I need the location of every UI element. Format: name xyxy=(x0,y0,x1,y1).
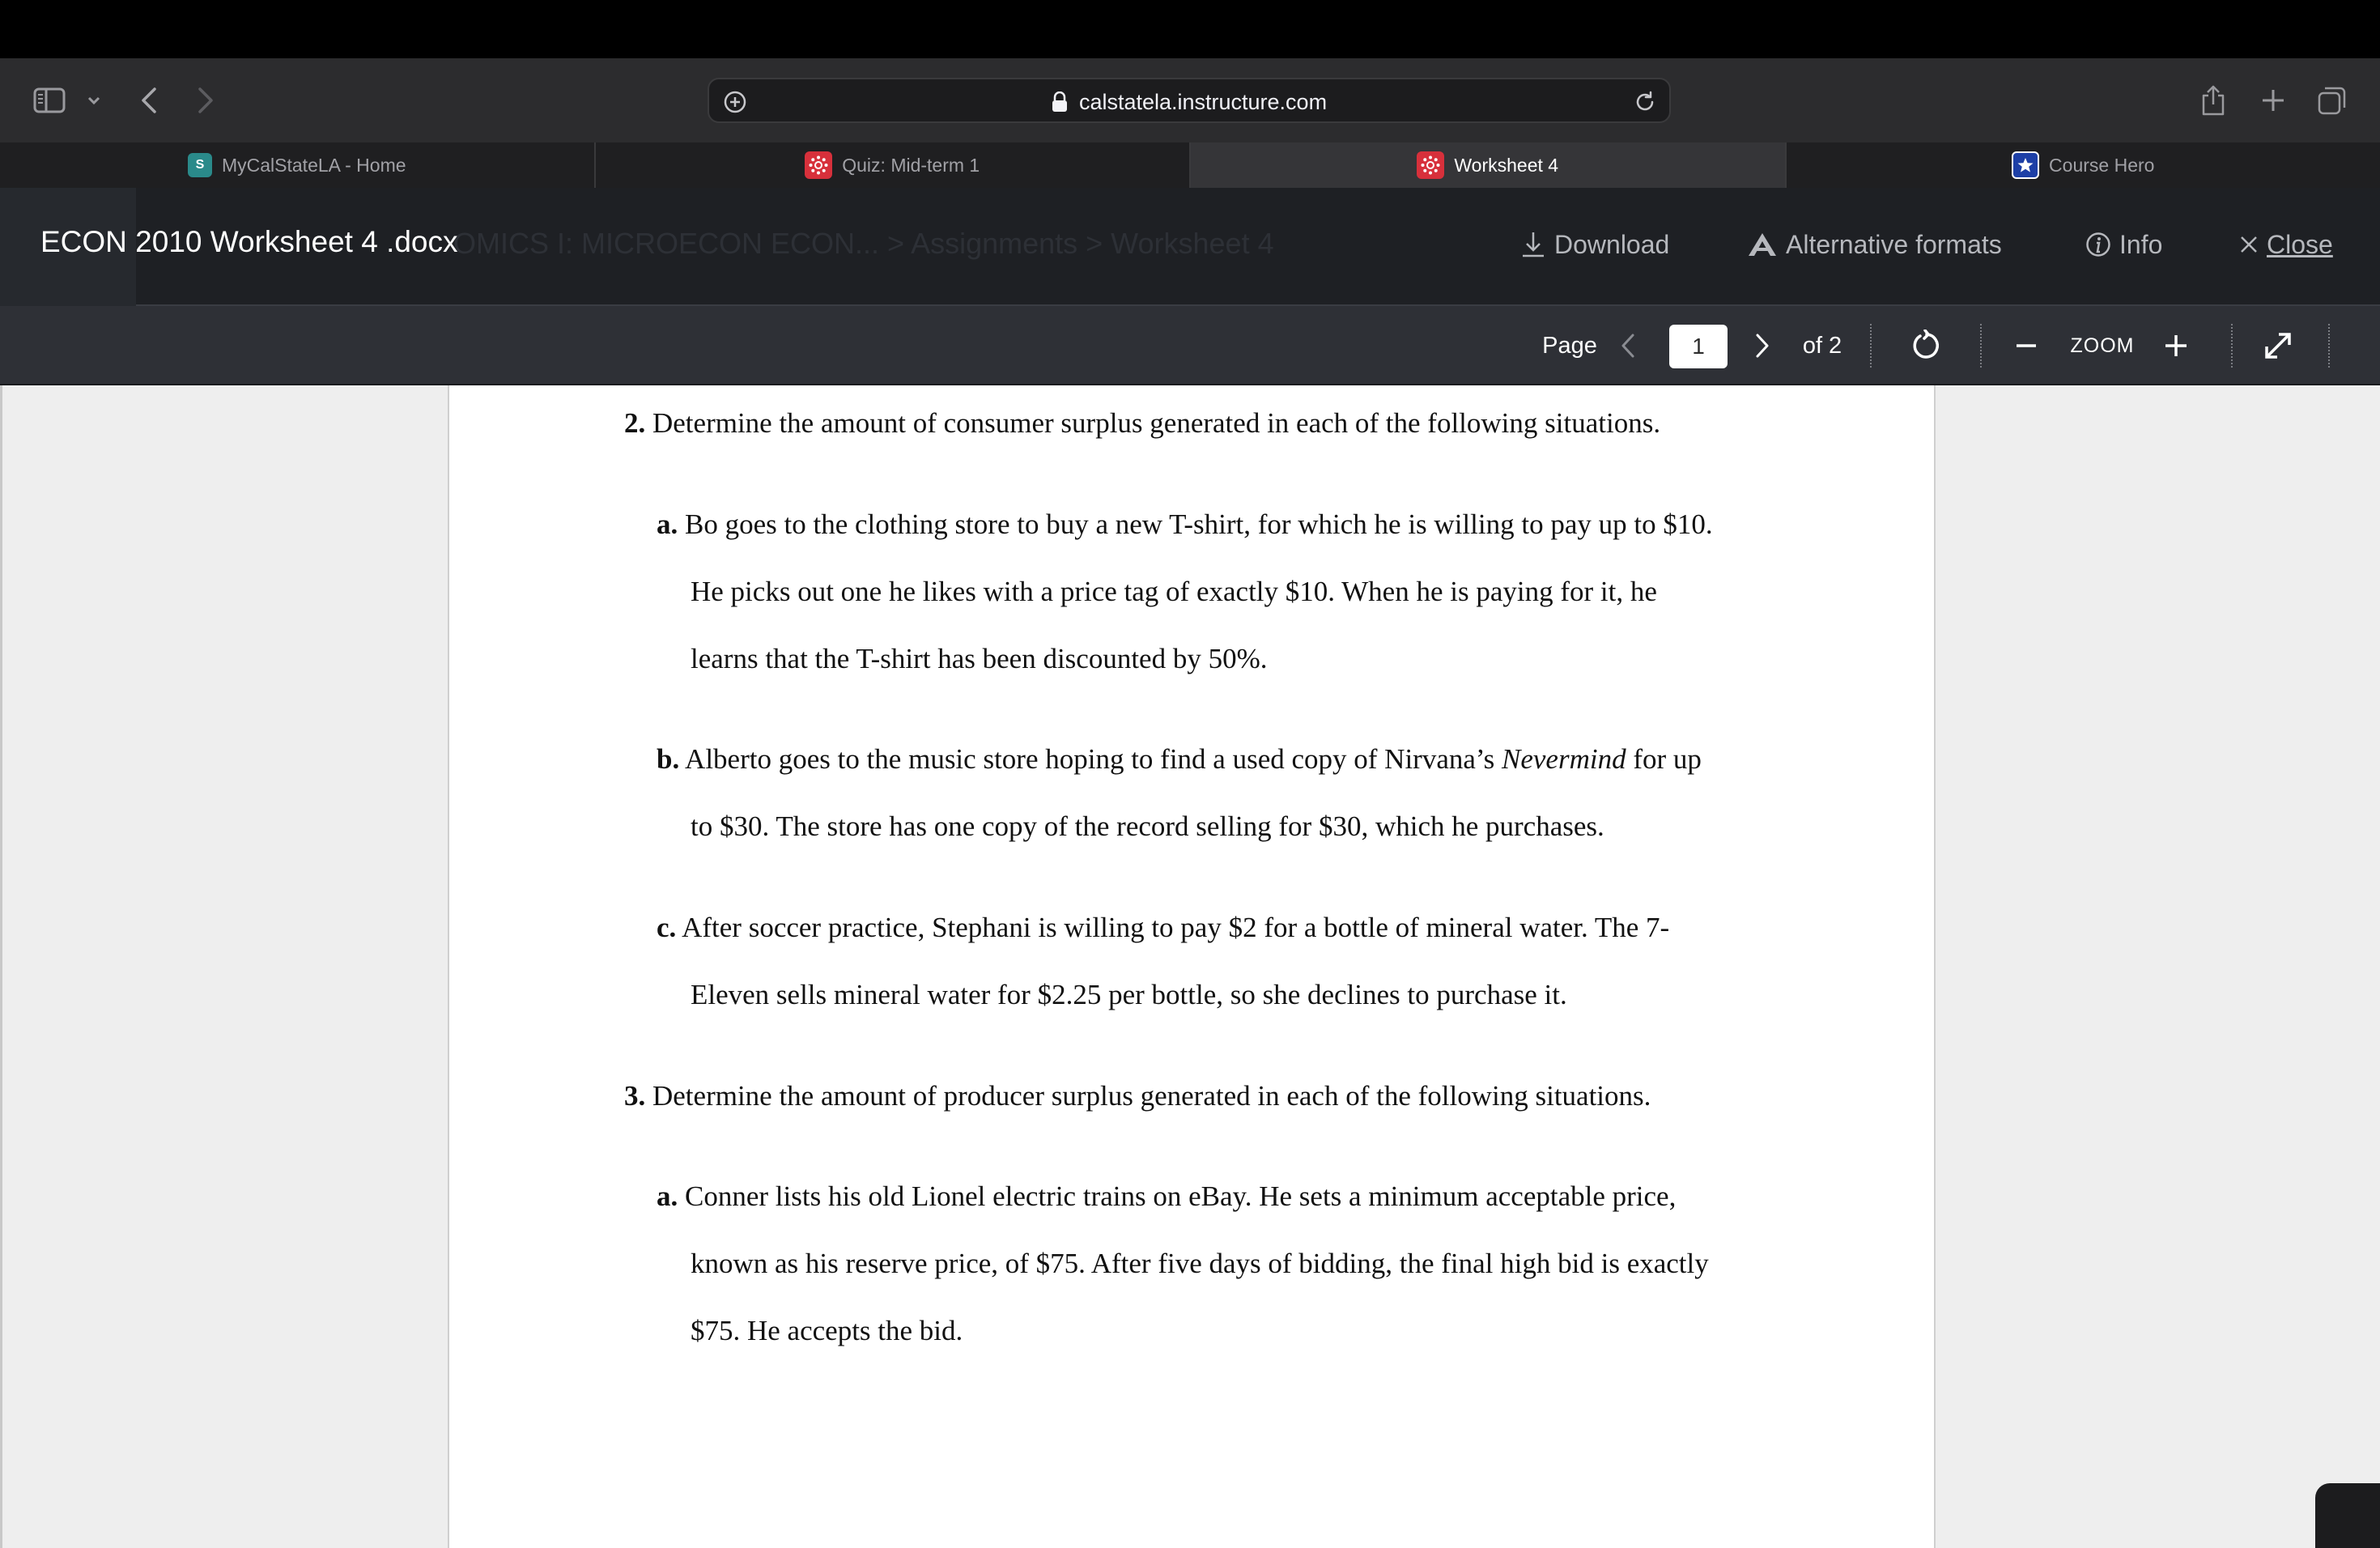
tab-course-hero[interactable] xyxy=(1787,142,2380,188)
question-2b: b. Alberto goes to the music store hoping to find a used copy of Nirvana’s Nevermind for up xyxy=(657,743,1702,775)
close-label: Close xyxy=(2267,229,2333,259)
new-tab-icon[interactable] xyxy=(2255,81,2291,120)
previous-page-button[interactable] xyxy=(1611,306,1645,385)
url-text: calstatela.instructure.com xyxy=(1078,89,1328,114)
chevron-down-icon[interactable] xyxy=(84,89,104,112)
info-icon xyxy=(2085,232,2111,257)
menu-bar-strip xyxy=(0,0,2380,58)
forward-icon[interactable] xyxy=(191,79,220,121)
zoom-in-button[interactable] xyxy=(2158,306,2194,385)
tab-bar xyxy=(0,142,2380,188)
coursehero-icon xyxy=(2012,151,2039,179)
tab-quiz-midterm[interactable] xyxy=(596,142,1192,188)
tab-worksheet-4[interactable] xyxy=(1191,142,1787,188)
page-count: of 2 xyxy=(1802,332,1842,359)
question-2a-line: learns that the T-shirt has been discounted by 50%. xyxy=(691,643,1268,674)
browser-toolbar xyxy=(0,58,2380,142)
question-2c-line: Eleven sells mineral water for $2.25 per bottle, so she declines to purchase it. xyxy=(691,979,1567,1010)
toolbar-divider xyxy=(1870,324,1872,368)
tab-overview-icon[interactable] xyxy=(2314,81,2351,120)
document-viewer-toolbar xyxy=(0,306,2380,385)
page-number-input[interactable]: 1 xyxy=(1669,325,1728,368)
file-title: ECON 2010 Worksheet 4 .docx xyxy=(40,225,458,258)
sidebar-toggle-icon[interactable] xyxy=(31,83,68,118)
viewer-edge xyxy=(0,385,2,1548)
minus-icon xyxy=(2016,343,2037,348)
document-page xyxy=(448,385,1936,1548)
download-icon xyxy=(1520,231,1546,258)
file-preview-header xyxy=(0,188,2380,306)
toolbar-divider xyxy=(1980,324,1982,368)
rotate-button[interactable] xyxy=(1906,306,1948,385)
next-page-button[interactable] xyxy=(1744,306,1781,385)
reload-icon[interactable] xyxy=(1629,86,1661,118)
info-button[interactable] xyxy=(2085,222,2162,267)
share-icon[interactable] xyxy=(2195,78,2231,123)
calstatela-icon: S xyxy=(188,153,212,177)
alternative-formats-label: Alternative formats xyxy=(1786,229,2002,259)
lock-icon xyxy=(1052,91,1068,113)
toolbar-divider xyxy=(2231,324,2233,368)
question-3a-line: known as his reserve price, of $75. After five days of bidding, the final high bid is exactly xyxy=(691,1248,1709,1279)
close-button[interactable] xyxy=(2239,222,2333,267)
fullscreen-button[interactable] xyxy=(2257,306,2299,385)
chevron-right-icon xyxy=(1754,332,1770,359)
question-2a: a. Bo goes to the clothing store to buy a new T-shirt, for which he is willing to pay up to $10. xyxy=(657,508,1713,540)
question-2a-line: He picks out one he likes with a price tag of exactly $10. When he is paying for it, he xyxy=(691,576,1657,607)
document-area xyxy=(0,385,2380,1548)
question-3a-line: $75. He accepts the bid. xyxy=(691,1315,963,1346)
question-2c: c. After soccer practice, Stephani is willing to pay $2 for a bottle of mineral water. The 7- xyxy=(657,912,1670,943)
plus-icon xyxy=(2164,334,2188,358)
tab-label: MyCalStateLA - Home xyxy=(221,154,406,176)
canvas-icon xyxy=(1417,151,1444,179)
tab-label: Worksheet 4 xyxy=(1454,154,1559,176)
tab-label: Quiz: Mid-term 1 xyxy=(842,154,980,176)
info-label: Info xyxy=(2119,229,2163,259)
floating-widget[interactable] xyxy=(2315,1483,2380,1548)
canvas-icon xyxy=(805,151,832,179)
download-button[interactable] xyxy=(1520,222,1669,267)
rotate-icon xyxy=(1910,330,1943,362)
address-bar[interactable] xyxy=(708,78,1671,123)
question-2: 2. Determine the amount of consumer surplus generated in each of the following situations. xyxy=(624,407,1661,439)
back-icon[interactable] xyxy=(134,79,164,121)
expand-icon xyxy=(2263,330,2293,361)
page-label: Page xyxy=(1542,332,1597,359)
url-display[interactable] xyxy=(709,79,1669,125)
download-label: Download xyxy=(1554,229,1670,259)
zoom-label: ZOOM xyxy=(2070,334,2135,357)
zoom-out-button[interactable] xyxy=(2009,306,2043,385)
question-3: 3. Determine the amount of producer surplus generated in each of the following situations. xyxy=(624,1080,1651,1112)
close-icon xyxy=(2239,235,2259,254)
alternative-formats-button[interactable] xyxy=(1747,222,2002,267)
tab-mycalstatela[interactable] xyxy=(0,142,596,188)
question-3a: a. Conner lists his old Lionel electric trains on eBay. He sets a minimum acceptable price, xyxy=(657,1180,1677,1212)
breadcrumb: OMICS I: MICROECON ECON... > Assignments > Worksheet 4 xyxy=(453,227,1274,260)
tab-label: Course Hero xyxy=(2049,154,2155,176)
accessibility-a-icon xyxy=(1747,232,1778,257)
toolbar-divider xyxy=(2328,324,2330,368)
question-2b-line: to $30. The store has one copy of the record selling for $30, which he purchases. xyxy=(691,810,1604,842)
chevron-left-icon xyxy=(1620,332,1636,359)
